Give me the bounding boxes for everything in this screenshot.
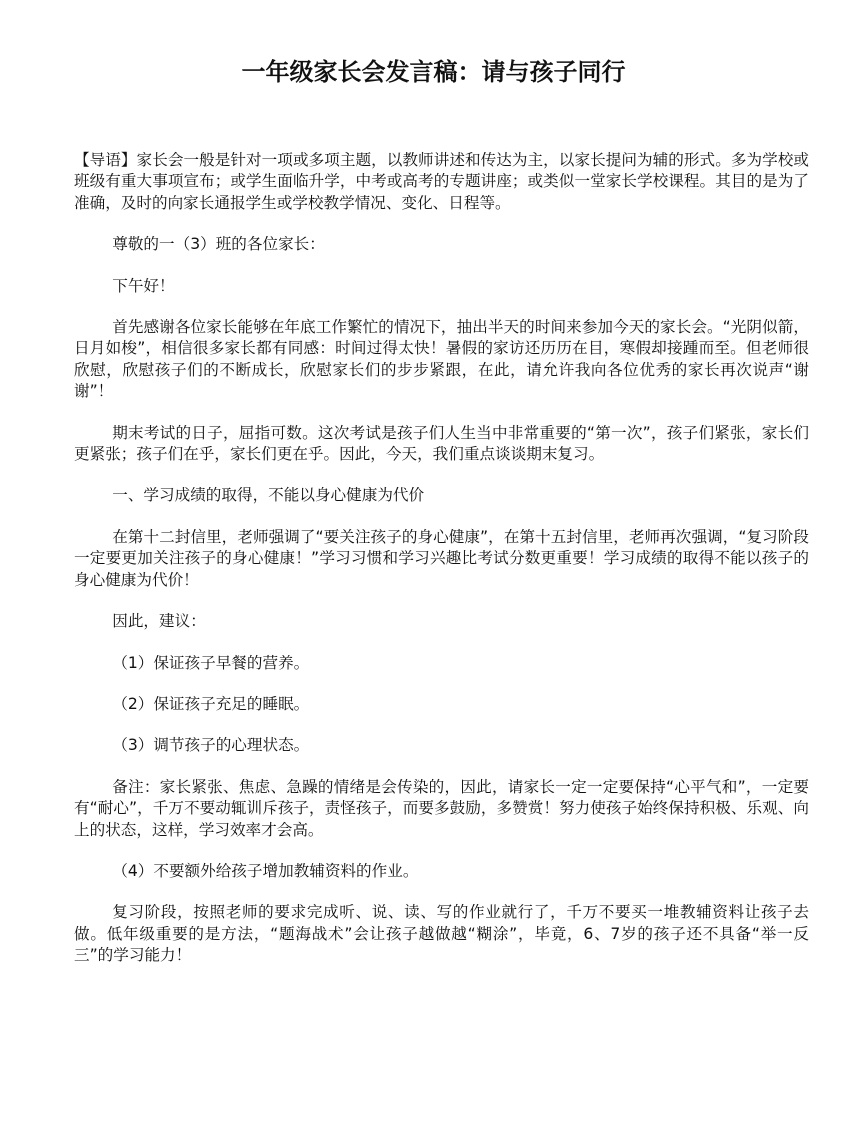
salutation: 尊敬的一（3）班的各位家长： <box>112 235 325 254</box>
suggestion-item-2: （2）保证孩子充足的睡眠。 <box>112 694 310 713</box>
section-heading-1: 一、学习成绩的取得，不能以身心健康为代价 <box>112 486 425 505</box>
review-paragraph: 复习阶段，按照老师的要求完成听、说、读、写的作业就行了，千万不要买一堆教辅资料让孩子去做。低年级重要的是方法，“题海战术”会让孩子越做越“糊涂”，毕竟，6、7岁的孩子还不具备“举一反三”的学习能力！ <box>74 903 809 965</box>
exam-paragraph: 期末考试的日子，屈指可数。这次考试是孩子们人生当中非常重要的“第一次”，孩子们紧张，家长们更紧张；孩子们在乎，家长们更在乎。因此，今天，我们重点谈谈期末复习。 <box>74 423 809 464</box>
letters-paragraph: 在第十二封信里，老师强调了“要关注孩子的身心健康”，在第十五封信里，老师再次强调，“复习阶段一定要更加关注孩子的身心健康！”学习习惯和学习兴趣比考试分数更重要！学习成绩的取得不能以孩子的身心健康为代价！ <box>74 527 809 589</box>
thanks-paragraph: 首先感谢各位家长能够在年底工作繁忙的情况下，抽出半天的时间来参加今天的家长会。“光阴似箭，日月如梭”，相信很多家长都有同感：时间过得太快！暑假的家访还历历在目，寒假却接踵而至。但老师很欣慰，欣慰孩子们的不断成长，欣慰家长们的步步紧跟，在此，请允许我向各位优秀的家长再次说声“谢谢”！ <box>74 318 809 401</box>
document-title: 一年级家长会发言稿：请与孩子同行 <box>241 58 626 86</box>
suggestion-item-3: （3）调节孩子的心理状态。 <box>112 736 310 755</box>
suggestion-intro: 因此，建议： <box>112 612 206 631</box>
greeting: 下午好！ <box>112 276 175 295</box>
intro-paragraph: 【导语】家长会一般是针对一项或多项主题，以教师讲述和传达为主，以家长提问为辅的形式。多为学校或班级有重大事项宣布；或学生面临升学，中考或高考的专题讲座；或类似一堂家长学校课程。其目的是为了准确，及时的向家长通报学生或学校教学情况、变化、日程等。 <box>74 151 809 212</box>
suggestion-item-1: （1）保证孩子早餐的营养。 <box>112 653 310 672</box>
document-body <box>74 150 809 987</box>
suggestion-item-4: （4）不要额外给孩子增加教辅资料的作业。 <box>112 861 419 880</box>
note-paragraph: 备注：家长紧张、焦虑、急躁的情绪是会传染的，因此，请家长一定一定要保持“心平气和”，一定要有“耐心”，千万不要动辄训斥孩子，责怪孩子，而要多鼓励，多赞赏！努力使孩子始终保持积极、乐观、向上的状态，这样，学习效率才会高。 <box>74 777 809 839</box>
